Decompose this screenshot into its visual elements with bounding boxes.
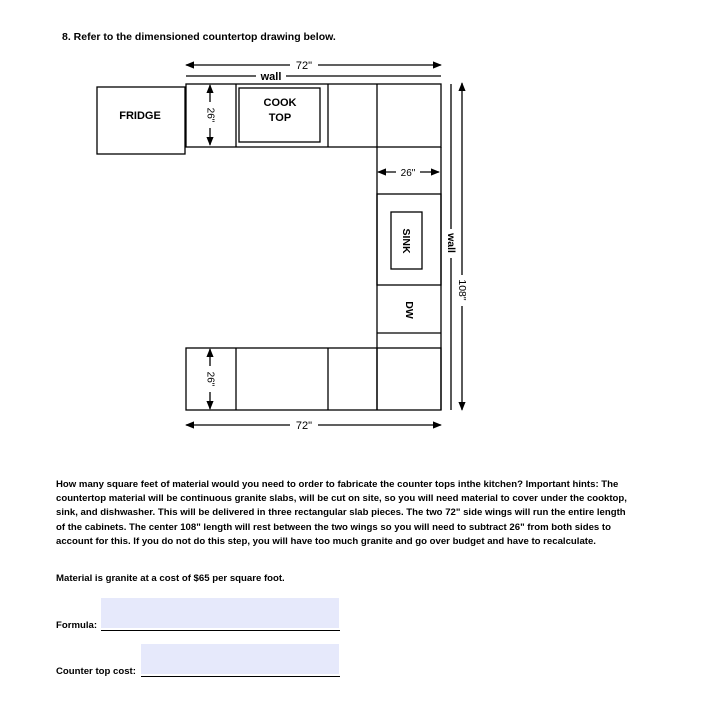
bottom-cabinet-run (186, 348, 441, 410)
bottom-depth-label: 26" (204, 371, 216, 387)
formula-input[interactable] (101, 598, 339, 628)
cooktop-label-line1: COOK (263, 97, 297, 109)
dw-label: DW (403, 301, 416, 319)
right-wall-label: wall (445, 233, 458, 253)
right-cabinet-run (377, 147, 441, 410)
sink-label: SINK (400, 228, 413, 254)
center-depth-label: 26" (400, 168, 416, 179)
right-length-label: 108" (456, 279, 469, 301)
cooktop-label-line2: TOP (268, 112, 292, 124)
top-wall-label: wall (260, 71, 282, 83)
formula-underline (101, 630, 340, 631)
instructions-paragraph: How many square feet of material would you need to order to fabricate the counter tops inthe kitchen? Important hints: The countertop material will be continuous granite slabs, will be cut on site, so you will need material to cover under the cooktop, sink, and dishwasher. This will be delivered in three rectangular slab pieces. The two 72" side wings will run the entire length of the cabinets. The center 108" length will rest between the two wings so you will need to subtract 26" from both sides to account for this. If you do not do this step, you will have too much granite and go over budget and have to recalculate. (56, 479, 627, 547)
material-cost-text: Material is granite at a cost of $65 per square foot. (56, 573, 285, 584)
formula-label: Formula: (56, 620, 98, 631)
countertop-cost-underline (141, 676, 340, 677)
question-heading: 8. Refer to the dimensioned countertop drawing below. (62, 31, 336, 43)
fridge-label: FRIDGE (119, 110, 161, 122)
countertop-cost-label: Counter top cost: (56, 666, 136, 677)
countertop-cost-input[interactable] (141, 644, 339, 674)
bottom-dimension-label: 72" (295, 420, 313, 432)
top-dimension-label: 72" (295, 60, 313, 72)
top-depth-label: 26" (204, 107, 216, 123)
top-cabinet-run (186, 84, 441, 147)
